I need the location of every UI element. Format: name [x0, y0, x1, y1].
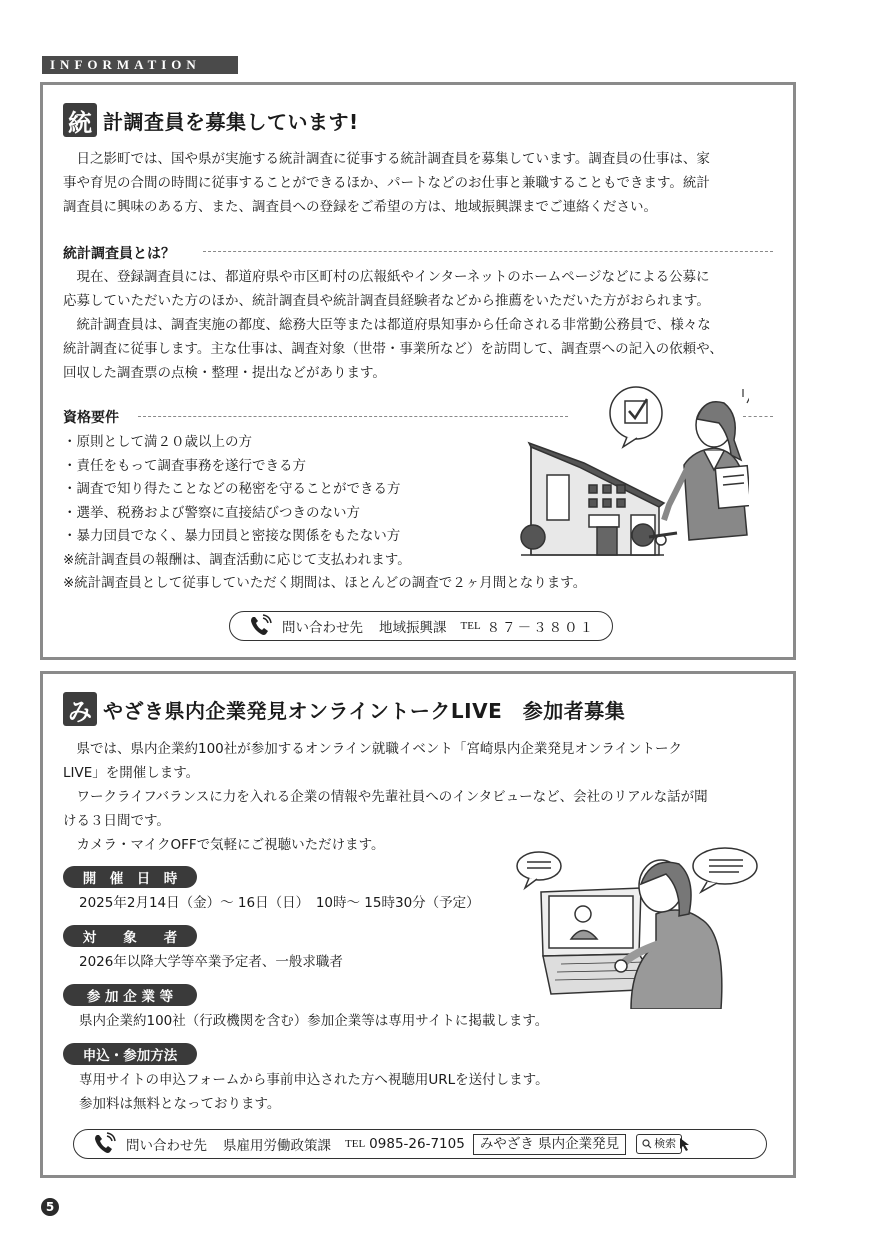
list-item: ・選挙、税務および警察に直接結びつきのない方: [63, 504, 360, 521]
target-text: 2026年以降大学等卒業予定者、一般求職者: [79, 954, 343, 970]
surveyor-illustration: [519, 385, 749, 560]
page-number: 5: [41, 1198, 59, 1216]
text-line: LIVE」を開催します。: [63, 765, 200, 781]
contact-tel[interactable]: 0985-26-7105: [369, 1136, 465, 1152]
text-line: 参加料は無料となっております。: [79, 1096, 281, 1112]
search-term-box[interactable]: みやざき 県内企業発見: [473, 1134, 626, 1155]
target-tag: 対 象 者: [63, 925, 197, 947]
apply-tag: 申込・参加方法: [63, 1043, 197, 1065]
divider: [138, 416, 568, 417]
contact-bar: [229, 611, 613, 641]
intro-paragraph: [63, 737, 775, 857]
search-icon: [642, 1139, 652, 1149]
text-line: 調査員に興味のある方、また、調査員への登録をご希望の方は、地域振興課までご連絡ください。: [63, 199, 657, 215]
title-cap: み: [63, 692, 97, 726]
date-text: 2025年2月14日（金）～ 16日（日） 10時～ 15時30分（予定）: [79, 895, 480, 911]
list-item: ・原則として満２０歳以上の方: [63, 434, 252, 450]
text-line: 統計調査員は、調査実施の都度、総務大臣等または都道府県知事から任命される非常勤公務員で、様々な: [76, 317, 711, 333]
search-button[interactable]: [636, 1134, 682, 1154]
phone-icon: [248, 614, 272, 638]
text-line: 日之影町では、国や県が実施する統計調査に従事する統計調査員を募集しています。調査員の仕事は、家: [76, 151, 710, 167]
tel-prefix: TEL: [460, 620, 481, 632]
section2-title: [63, 692, 625, 726]
text-line: 応募していただいた方のほか、統計調査員や統計調査員経験者などから推薦をいただいた方がおられます。: [63, 293, 710, 309]
divider: [203, 251, 773, 252]
tel-prefix: TEL: [345, 1138, 366, 1150]
title-text: 計調査員を募集しています!: [103, 109, 359, 134]
text-line: ワークライフバランスに力を入れる企業の情報や先輩社員へのインタビューなど、会社のリアルな話が聞: [76, 789, 708, 805]
about-paragraph: [63, 265, 775, 385]
text-line: 現在、登録調査員には、都道府県や市区町村の広報紙やインターネットのホームページなどによる公募に: [76, 269, 710, 285]
title-cap: 統: [63, 103, 97, 137]
contact-label: 問い合わせ先: [282, 620, 363, 636]
contact-bar: [73, 1129, 767, 1159]
text-line: カメラ・マイクOFFで気軽にご視聴いただけます。: [76, 837, 385, 853]
cursor-icon: [678, 1136, 692, 1152]
text-line: 専用サイトの申込フォームから事前申込された方へ視聴用URLを送付します。: [79, 1072, 549, 1088]
list-item: ・暴力団員でなく、暴力団員と密接な関係をもたない方: [63, 528, 401, 544]
text-line: 統計調査に従事します。主な仕事は、調査対象（世帯・事業所など）を訪問して、調査票への記入の依頼や、: [63, 341, 723, 357]
contact-tel[interactable]: ８７－３８０１: [486, 620, 596, 636]
date-tag: 開 催 日 時: [63, 866, 197, 888]
title-text: やざき県内企業発見オンライントークLIVE 参加者募集: [103, 698, 626, 723]
text-line: ける３日間です。: [63, 813, 170, 829]
qualification-list: [63, 431, 586, 596]
about-heading: 統計調査員とは？: [63, 246, 175, 262]
search-button-label: 検索: [654, 1137, 677, 1150]
list-item: ・調査で知り得たことなどの秘密を守ることができる方: [63, 481, 401, 497]
list-item: ※統計調査員の報酬は、調査活動に応じて支払われます。: [63, 551, 411, 568]
text-line: 事や育児の合間の時間に従事することができるほか、パートなどのお仕事と兼職することもできます。統計: [63, 175, 710, 191]
online-talk-live-box: [40, 671, 796, 1178]
section1-title: [63, 103, 359, 137]
companies-text: 県内企業約100社（行政機関を含む）参加企業等は専用サイトに掲載します。: [79, 1013, 549, 1029]
apply-text: [79, 1068, 549, 1116]
text-line: 回収した調査票の点検・整理・提出などがあります。: [63, 365, 386, 381]
section-label: INFORMATION: [42, 56, 238, 74]
companies-tag: 参 加 企 業 等: [63, 984, 197, 1006]
contact-dept: 県雇用労働政策課: [223, 1138, 331, 1154]
intro-paragraph: [63, 147, 775, 219]
list-item: ・責任をもって調査事務を遂行できる方: [63, 457, 306, 474]
contact-label: 問い合わせ先: [126, 1138, 207, 1154]
list-item: ※統計調査員として従事していただく期間は、ほとんどの調査で２ヶ月間となります。: [63, 575, 587, 591]
contact-dept: 地域振興課: [379, 620, 447, 636]
qualification-heading: 資格要件: [63, 410, 119, 426]
statistics-recruitment-box: [40, 82, 796, 660]
phone-icon: [92, 1132, 116, 1156]
online-viewer-illustration: [511, 844, 761, 1009]
text-line: 県では、県内企業約100社が参加するオンライン就職イベント「宮崎県内企業発見オンライントーク: [76, 741, 682, 757]
